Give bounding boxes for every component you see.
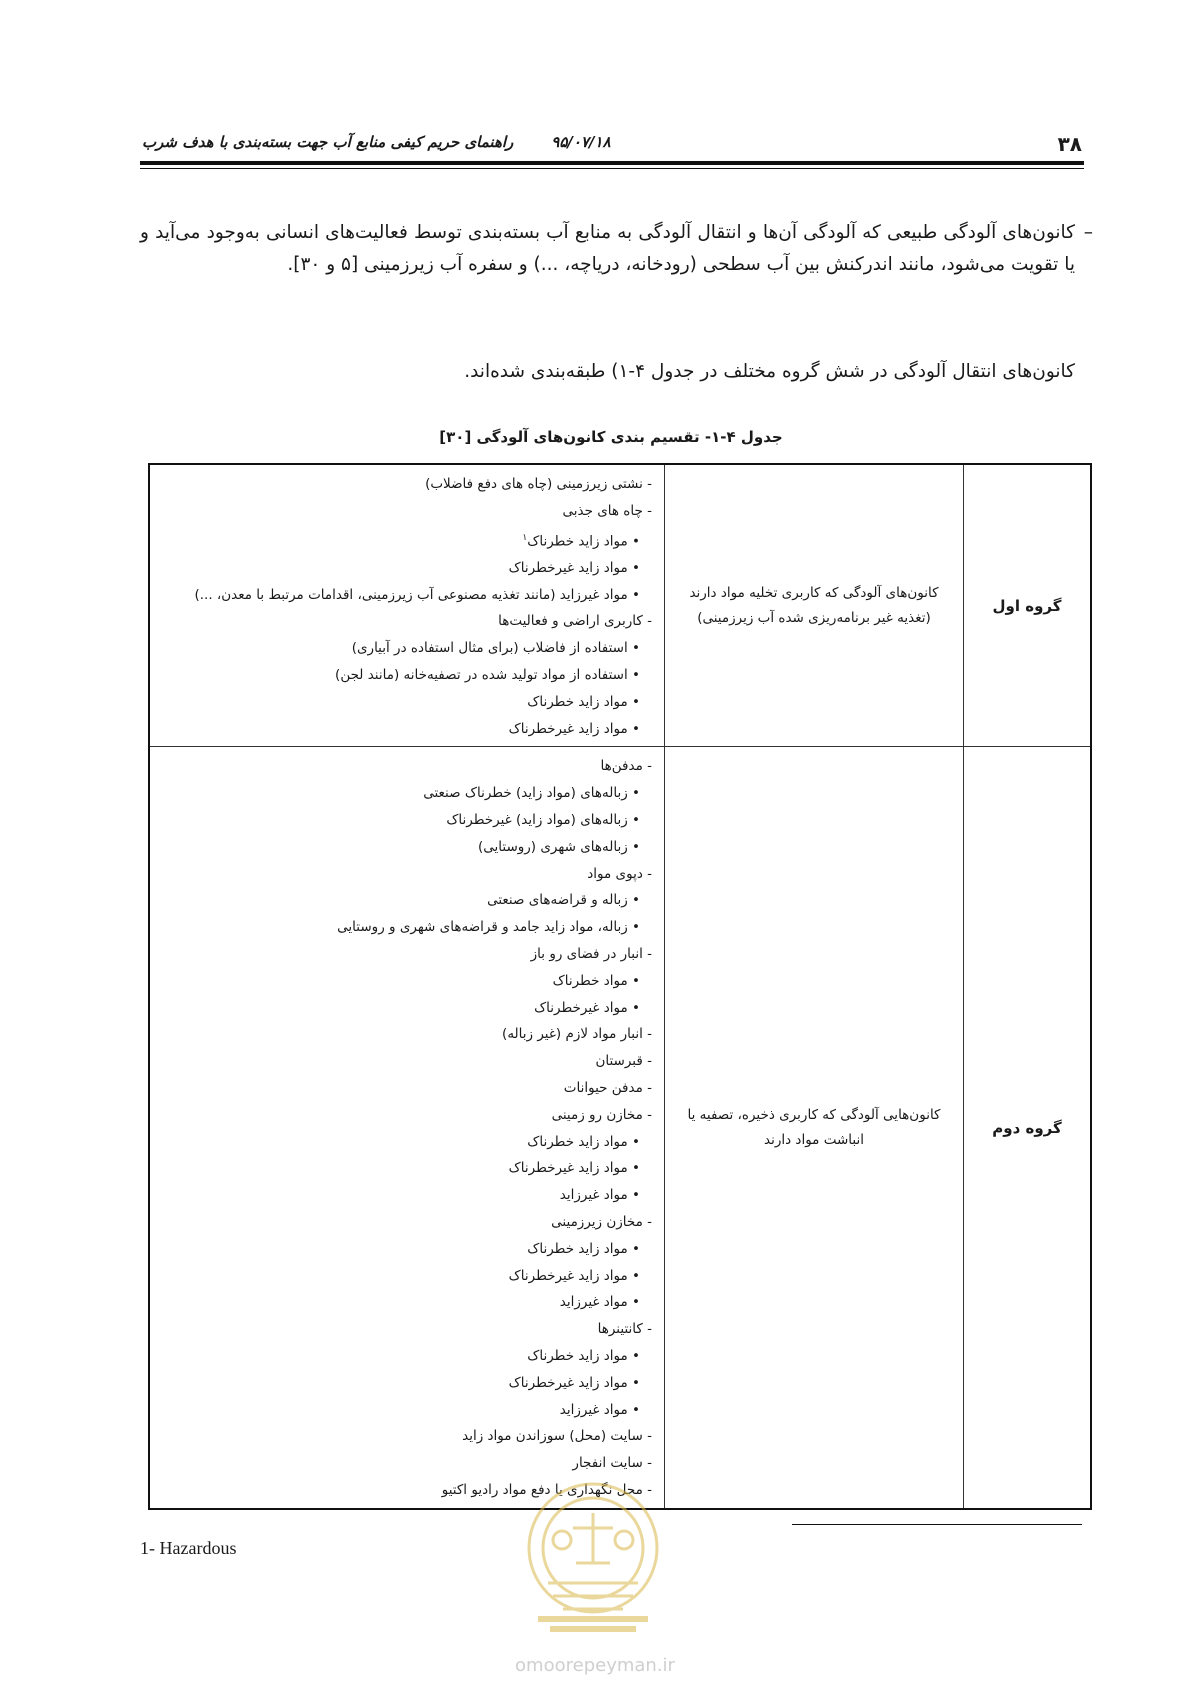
item-text: • مواد زاید غیرخطرناک	[508, 1374, 640, 1391]
list-item	[158, 1102, 652, 1129]
list-item	[158, 1423, 652, 1450]
item-text: • مواد خطرناک	[552, 972, 640, 989]
list-item	[158, 753, 652, 780]
footnote-rule	[792, 1524, 1082, 1525]
sub-item	[158, 1236, 652, 1263]
group-description: کانون‌های آلودگی که کاربری تخلیه مواد دارند (تغذیه غیر برنامه‌ریزی شده آب زیرزمینی)	[665, 464, 964, 747]
list-item	[158, 941, 652, 968]
sub-item	[158, 662, 652, 689]
sub-item	[158, 716, 652, 743]
item-text: • مواد زاید خطرناک	[527, 533, 640, 550]
list-item	[158, 1209, 652, 1236]
sub-item	[158, 1129, 652, 1156]
sub-item	[158, 1343, 652, 1370]
header-title: راهنمای حریم کیفی منابع آب جهت بسته‌بندی با هدف شرب	[142, 133, 514, 151]
table-caption: جدول ۴-۱- تقسیم بندی کانون‌های آلودگی [۳۰]	[439, 428, 783, 446]
item-text: • مواد زاید خطرناک	[527, 1348, 640, 1364]
bullet-dash: –	[1083, 222, 1093, 243]
list-item	[158, 1316, 652, 1343]
item-text: - مخازن رو زمینی	[551, 1106, 652, 1123]
item-text: - نشتی زیرزمینی (چاه های دفع فاضلاب)	[425, 476, 652, 492]
item-text: - قبرستان	[595, 1053, 652, 1070]
header-date: ۹۵/۰۷/۱۸	[551, 133, 611, 151]
item-text: • مواد زاید غیرخطرناک	[508, 720, 640, 737]
list-item	[158, 498, 652, 525]
item-text: - انبار در فضای رو باز	[530, 946, 652, 963]
list-item	[158, 1048, 652, 1075]
pollution-sources-table	[148, 463, 1092, 1510]
group-label: گروه دوم	[964, 747, 1092, 1509]
footnote: 1- Hazardous	[140, 1538, 237, 1558]
item-text: • مواد زاید غیرخطرناک	[508, 1160, 640, 1177]
item-text: • زباله‌های شهری (روستایی)	[477, 838, 640, 855]
item-text: - محل نگهداری یا دفع مواد رادیو اکتیو	[441, 1481, 652, 1498]
sub-item	[158, 689, 652, 716]
sub-item	[158, 834, 652, 861]
item-text: • مواد زاید خطرناک	[527, 1133, 640, 1150]
sub-item	[158, 1289, 652, 1316]
list-item	[158, 471, 652, 498]
item-text: • مواد زاید غیرخطرناک	[508, 559, 640, 576]
running-title	[142, 133, 611, 151]
item-text: • زباله‌های (مواد زاید) غیرخطرناک	[446, 812, 640, 829]
sub-item	[158, 525, 652, 555]
table-row	[149, 464, 1091, 747]
item-text: - سایت (محل) سوزاندن مواد زاید	[462, 1428, 652, 1445]
footnote-marker: ۱	[522, 532, 528, 543]
sub-item	[158, 1370, 652, 1397]
list-item	[158, 608, 652, 635]
sub-item	[158, 995, 652, 1022]
item-text: - دپوی مواد	[587, 865, 652, 882]
item-text: - مخازن زیرزمینی	[551, 1214, 652, 1231]
sub-item	[158, 1397, 652, 1424]
page-number: ۳۸	[1057, 132, 1082, 156]
header-rule-thick	[140, 161, 1084, 165]
item-text: - کانتینرها	[597, 1321, 652, 1338]
item-text: • استفاده از فاضلاب (برای مثال استفاده در آبیاری)	[351, 640, 640, 657]
bullet-paragraph	[140, 217, 1093, 281]
group-items	[149, 747, 665, 1509]
item-text: • مواد غیرزاید	[559, 1401, 640, 1418]
watermark-site: omoorepeyman.ir	[515, 1655, 675, 1676]
sub-item	[158, 635, 652, 662]
sub-item	[158, 968, 652, 995]
list-item	[158, 1021, 652, 1048]
item-text: • مواد غیرخطرناک	[534, 999, 640, 1016]
item-text: • مواد زاید خطرناک	[527, 1240, 640, 1257]
bullet-paragraph-text: کانون‌های آلودگی طبیعی که آلودگی آن‌ها و انتقال آلودگی به منابع آب بسته‌بندی توسط فعالیت‌های انسانی به‌وجود می‌آید و یا تقویت می‌شود، مانند اندرکنش بین آب سطحی (رودخانه، دریاچه، ...) و سفره آب زیرزمینی [۵ و ۳۰].	[140, 222, 1075, 275]
table-row	[149, 747, 1091, 1509]
group-description: کانون‌هایی آلودگی که کاربری ذخیره، تصفیه یا انباشت مواد دارند	[665, 747, 964, 1509]
sub-item	[158, 582, 652, 609]
item-text: - انبار مواد لازم (غیر زباله)	[502, 1026, 652, 1043]
item-text: • مواد زاید غیرخطرناک	[508, 1267, 640, 1284]
item-text: • زباله و قراضه‌های صنعتی	[487, 892, 640, 909]
item-text: - مدفن حیوانات	[563, 1080, 652, 1097]
item-text: - کاربری اراضی و فعالیت‌ها	[498, 613, 652, 630]
item-text: • مواد غیرزاید	[559, 1294, 640, 1311]
group-label: گروه اول	[964, 464, 1092, 747]
list-item	[158, 861, 652, 888]
item-text: - مدفن‌ها	[600, 758, 652, 775]
page-header	[140, 128, 1082, 164]
sub-item	[158, 1263, 652, 1290]
sub-item	[158, 807, 652, 834]
sub-item	[158, 914, 652, 941]
item-text: • زباله‌های (مواد زاید) خطرناک صنعتی	[423, 785, 640, 802]
item-text: - چاه های جذبی	[562, 502, 652, 519]
sub-item	[158, 555, 652, 582]
intro-paragraph: کانون‌های انتقال آلودگی در شش گروه مختلف در جدول ۴-۱) طبقه‌بندی شده‌اند.	[464, 361, 1075, 382]
sub-item	[158, 887, 652, 914]
item-text: • مواد غیرزاید	[559, 1187, 640, 1204]
item-text: • زباله، مواد زاید جامد و قراضه‌های شهری و روستایی	[337, 919, 640, 936]
sub-item	[158, 1155, 652, 1182]
item-text: • مواد غیرزاید (مانند تغذیه مصنوعی آب زیرزمینی، اقدامات مرتبط با معدن، ...)	[194, 586, 640, 603]
sub-item	[158, 1182, 652, 1209]
watermark-seal-icon	[478, 1468, 708, 1648]
header-rule-thin	[140, 168, 1084, 169]
group-items	[149, 464, 665, 747]
sub-item	[158, 780, 652, 807]
item-text: • استفاده از مواد تولید شده در تصفیه‌خانه (مانند لجن)	[335, 667, 640, 684]
list-item	[158, 1075, 652, 1102]
item-text: - سایت انفجار	[572, 1455, 652, 1472]
item-text: • مواد زاید خطرناک	[527, 693, 640, 710]
